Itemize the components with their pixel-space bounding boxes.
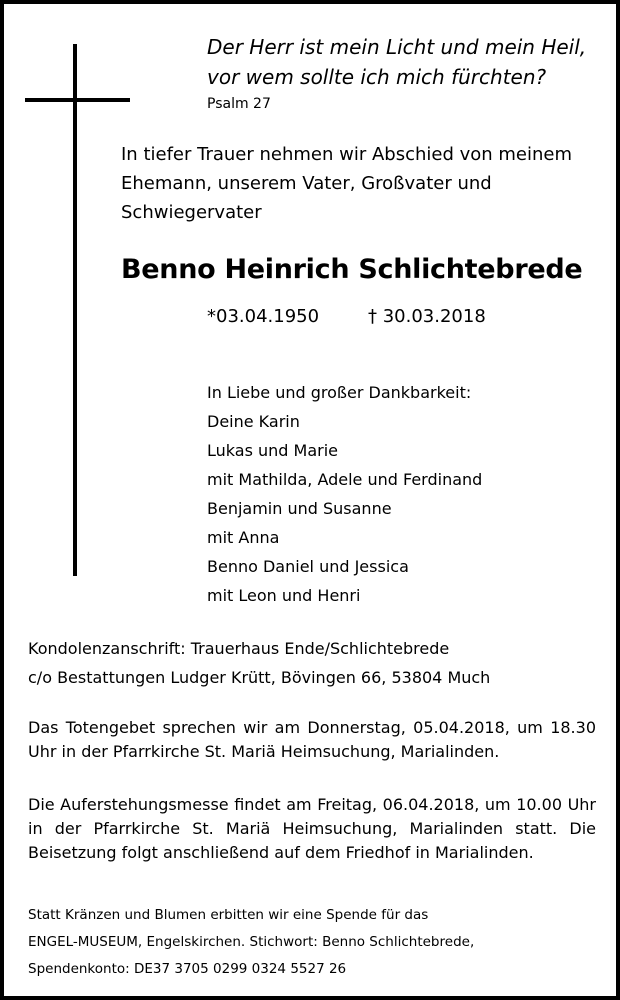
funeral-mass-info: Die Auferstehungsmesse findet am Freitag, 06.04.2018, um 10.00 Uhr in der Pfarrkirche St. Mariä Heimsuchung, Marialinden statt. Die Beisetzung folgt anschließend auf dem Friedhof in Marialinden.: [28, 795, 596, 862]
birth-date: *03.04.1950: [207, 306, 320, 327]
condolence-line-1: Kondolenzanschrift: Trauerhaus Ende/Schlichtebrede: [28, 639, 450, 658]
mourner-name: Benno Daniel und Jessica: [207, 557, 409, 576]
condolence-line-2: c/o Bestattungen Ludger Krütt, Bövingen 66, 53804 Much: [28, 668, 491, 687]
verse-line-2: vor wem sollte ich mich fürchten?: [207, 65, 547, 89]
mourner-name: Benjamin und Susanne: [207, 499, 392, 518]
intro-line-1: In tiefer Trauer nehmen wir Abschied von meinem: [121, 144, 573, 165]
mourners-heading: In Liebe und großer Dankbarkeit:: [207, 383, 472, 402]
mourner-name: Deine Karin: [207, 412, 300, 431]
mourner-name: Lukas und Marie: [207, 441, 338, 460]
cross-icon-horizontal-bar: [25, 98, 130, 102]
intro-text: [121, 140, 572, 227]
verse-source: Psalm 27: [207, 96, 271, 112]
bible-verse: [207, 32, 586, 92]
donation-line-1: Statt Kränzen und Blumen erbitten wir eine Spende für das: [28, 907, 429, 923]
donation-line-3: Spendenkonto: DE37 3705 0299 0324 5527 26: [28, 961, 347, 977]
intro-line-3: Schwiegervater: [121, 202, 262, 223]
donation-request: [28, 902, 474, 983]
death-date: † 30.03.2018: [368, 306, 486, 327]
mourner-name: mit Anna: [207, 528, 280, 547]
intro-line-2: Ehemann, unserem Vater, Großvater und: [121, 173, 492, 194]
condolence-address: [28, 634, 490, 692]
cross-icon-vertical-bar: [73, 44, 77, 576]
mourner-name: mit Mathilda, Adele und Ferdinand: [207, 470, 483, 489]
mourner-name: mit Leon und Henri: [207, 586, 361, 605]
donation-line-2: ENGEL-MUSEUM, Engelskirchen. Stichwort: Benno Schlichtebrede,: [28, 934, 475, 950]
mourners-list: [207, 378, 482, 610]
verse-line-1: Der Herr ist mein Licht und mein Heil,: [207, 35, 587, 59]
prayer-service-info: Das Totengebet sprechen wir am Donnerstag, 05.04.2018, um 18.30 Uhr in der Pfarrkirche St. Mariä Heimsuchung, Marialinden.: [28, 718, 596, 761]
deceased-name: Benno Heinrich Schlichtebrede: [121, 254, 583, 285]
